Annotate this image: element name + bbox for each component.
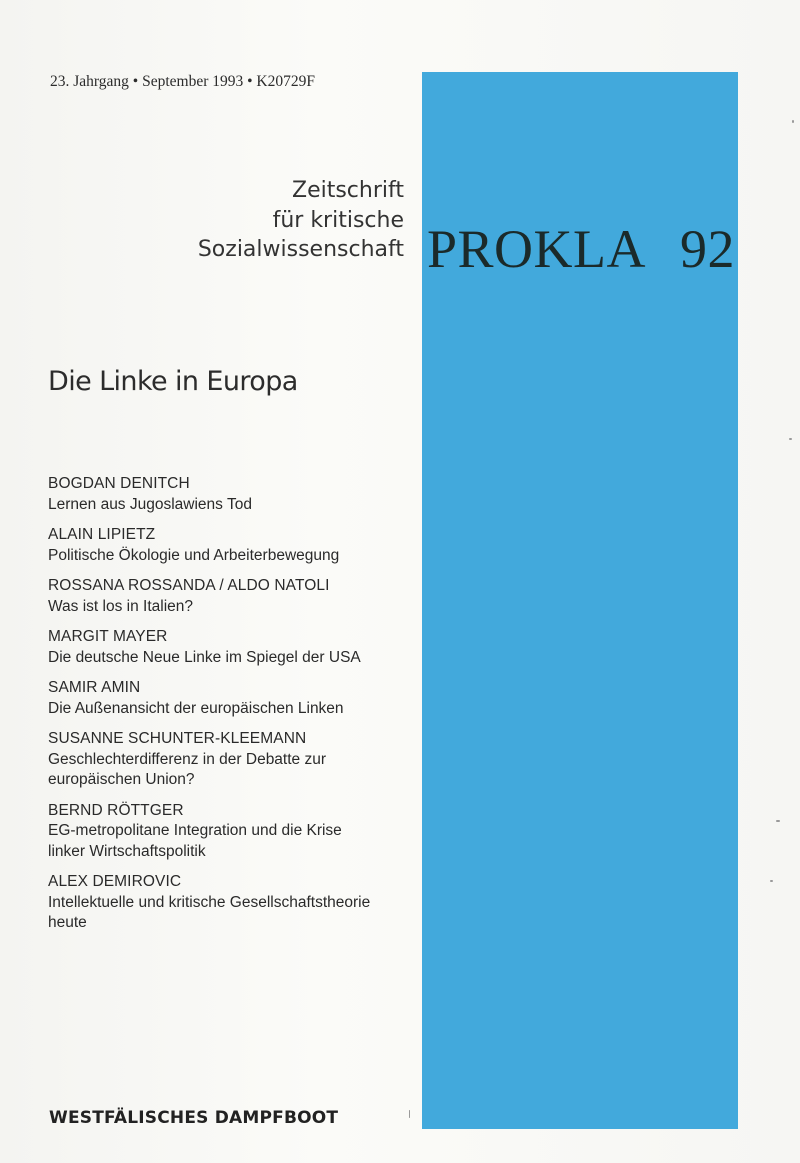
article-author: SAMIR AMIN [48,679,141,696]
list-item [48,627,418,668]
subtitle-line: Sozialwissenschaft [197,237,404,262]
article-title: Was ist los in Italien? [48,597,194,615]
issue-number: 92 [680,219,736,279]
article-title: Politische Ökologie und Arbeiterbewegung [48,546,340,564]
article-author: BOGDAN DENITCH [48,475,190,492]
scan-speck [792,120,794,123]
journal-subtitle [198,176,404,265]
article-author: SUSANNE SCHUNTER-KLEEMANN [48,730,307,747]
subtitle-line: Zeitschrift [292,178,404,203]
journal-name: PROKLA [427,219,647,279]
article-title: Intellektuelle und kritische Gesellschaftstheorie heute [48,893,371,931]
scan-speck [409,1110,410,1118]
subtitle-line: für kritische [272,207,404,233]
scan-speck [789,438,792,440]
list-item [48,872,418,934]
list-item [48,678,418,719]
issue-info: 23. Jahrgang • September 1993 • K20729F [50,73,315,90]
list-item [48,729,418,791]
publisher-name: WESTFÄLISCHES DAMPFBOOT [49,1108,339,1128]
list-item [48,525,418,566]
article-title: Geschlechterdifferenz in der Debatte zur europäischen Union? [48,750,327,788]
article-author: ALEX DEMIROVIC [48,873,182,890]
list-item [48,576,418,617]
article-title: EG-metropolitane Integration und die Krise linker Wirtschaftspolitik [48,822,342,860]
article-title: Die deutsche Neue Linke im Spiegel der USA [48,648,361,666]
journal-logo [427,219,736,279]
list-item [48,801,418,863]
issue-theme-title: Die Linke in Europa [48,366,298,397]
article-author: ALAIN LIPIETZ [48,526,156,543]
article-author: MARGIT MAYER [48,628,168,645]
article-list [48,474,418,944]
article-author: ROSSANA ROSSANDA / ALDO NATOLI [48,577,330,594]
scan-speck [776,820,780,822]
article-title: Die Außenansicht der europäischen Linken [48,699,344,717]
scan-speck [770,880,773,882]
list-item [48,474,418,515]
article-author: BERND RÖTTGER [48,801,184,819]
article-title: Lernen aus Jugoslawiens Tod [48,495,252,513]
